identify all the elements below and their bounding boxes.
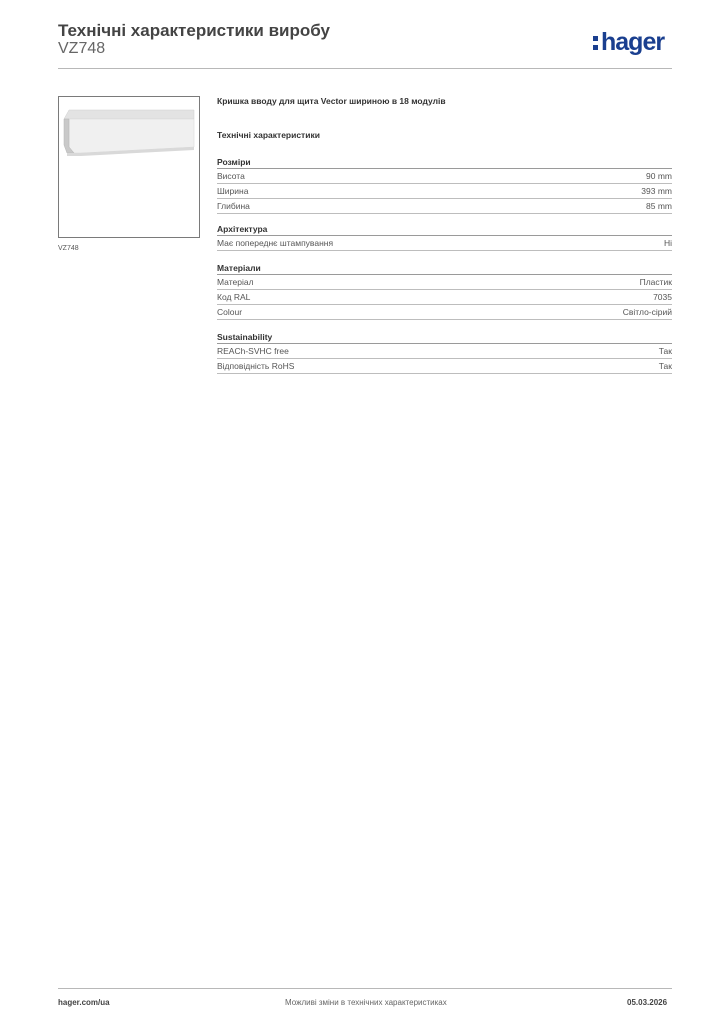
- footer-divider: [58, 988, 672, 989]
- spec-label: Код RAL: [217, 292, 251, 302]
- section-architecture: [217, 223, 672, 251]
- section-materials: [217, 262, 672, 320]
- spec-label: REACh-SVHC free: [217, 346, 289, 356]
- spec-label: Висота: [217, 171, 245, 181]
- spec-row: [217, 169, 672, 184]
- spec-label: Ширина: [217, 186, 249, 196]
- spec-value: Так: [658, 346, 672, 356]
- spec-label: Глибина: [217, 201, 250, 211]
- spec-row: [217, 290, 672, 305]
- spec-row: [217, 305, 672, 320]
- spec-row: [217, 344, 672, 359]
- section-sustainability: [217, 331, 672, 374]
- footer-date: 05.03.2026: [627, 998, 668, 1007]
- spec-label: Відповідність RoHS: [217, 361, 295, 371]
- product-code: VZ748: [58, 40, 106, 57]
- image-caption: VZ748: [58, 245, 79, 252]
- product-name: Кришка вводу для щита Vector шириною в 18 модулів: [217, 96, 446, 106]
- footer-website-link[interactable]: hager.com/ua: [58, 998, 110, 1007]
- header-divider: [58, 68, 672, 69]
- logo-text: hager: [601, 27, 665, 56]
- product-image: [58, 96, 200, 238]
- section-heading: Розміри: [217, 156, 672, 169]
- spec-value: Ні: [663, 238, 672, 248]
- section-heading: Sustainability: [217, 331, 672, 344]
- spec-content: [217, 96, 672, 371]
- spec-value: 393 mm: [641, 186, 672, 196]
- spec-value: 7035: [653, 292, 672, 302]
- footer-notice: Можливі зміни в технічних характеристиках: [285, 998, 447, 1007]
- cover-product-icon: [59, 97, 199, 237]
- spec-label: Матеріал: [217, 277, 254, 287]
- spec-row: [217, 359, 672, 374]
- page-title: Технічні характеристики виробу: [58, 21, 330, 40]
- spec-label: Має попереднє штампування: [217, 238, 334, 248]
- spec-row: [217, 184, 672, 199]
- section-heading: Матеріали: [217, 262, 672, 275]
- spec-value: 85 mm: [646, 201, 672, 211]
- spec-row: [217, 199, 672, 214]
- hager-logo[interactable]: [593, 27, 664, 57]
- spec-title: Технічні характеристики: [217, 130, 320, 140]
- logo-dots-icon: [593, 36, 598, 50]
- section-dimensions: [217, 156, 672, 214]
- spec-label: Colour: [217, 307, 243, 317]
- spec-value: 90 mm: [646, 171, 672, 181]
- spec-row: [217, 236, 672, 251]
- spec-row: [217, 275, 672, 290]
- spec-value: Так: [658, 361, 672, 371]
- spec-value: Пластик: [639, 277, 672, 287]
- section-heading: Архітектура: [217, 223, 672, 236]
- spec-value: Світло-сірий: [622, 307, 672, 317]
